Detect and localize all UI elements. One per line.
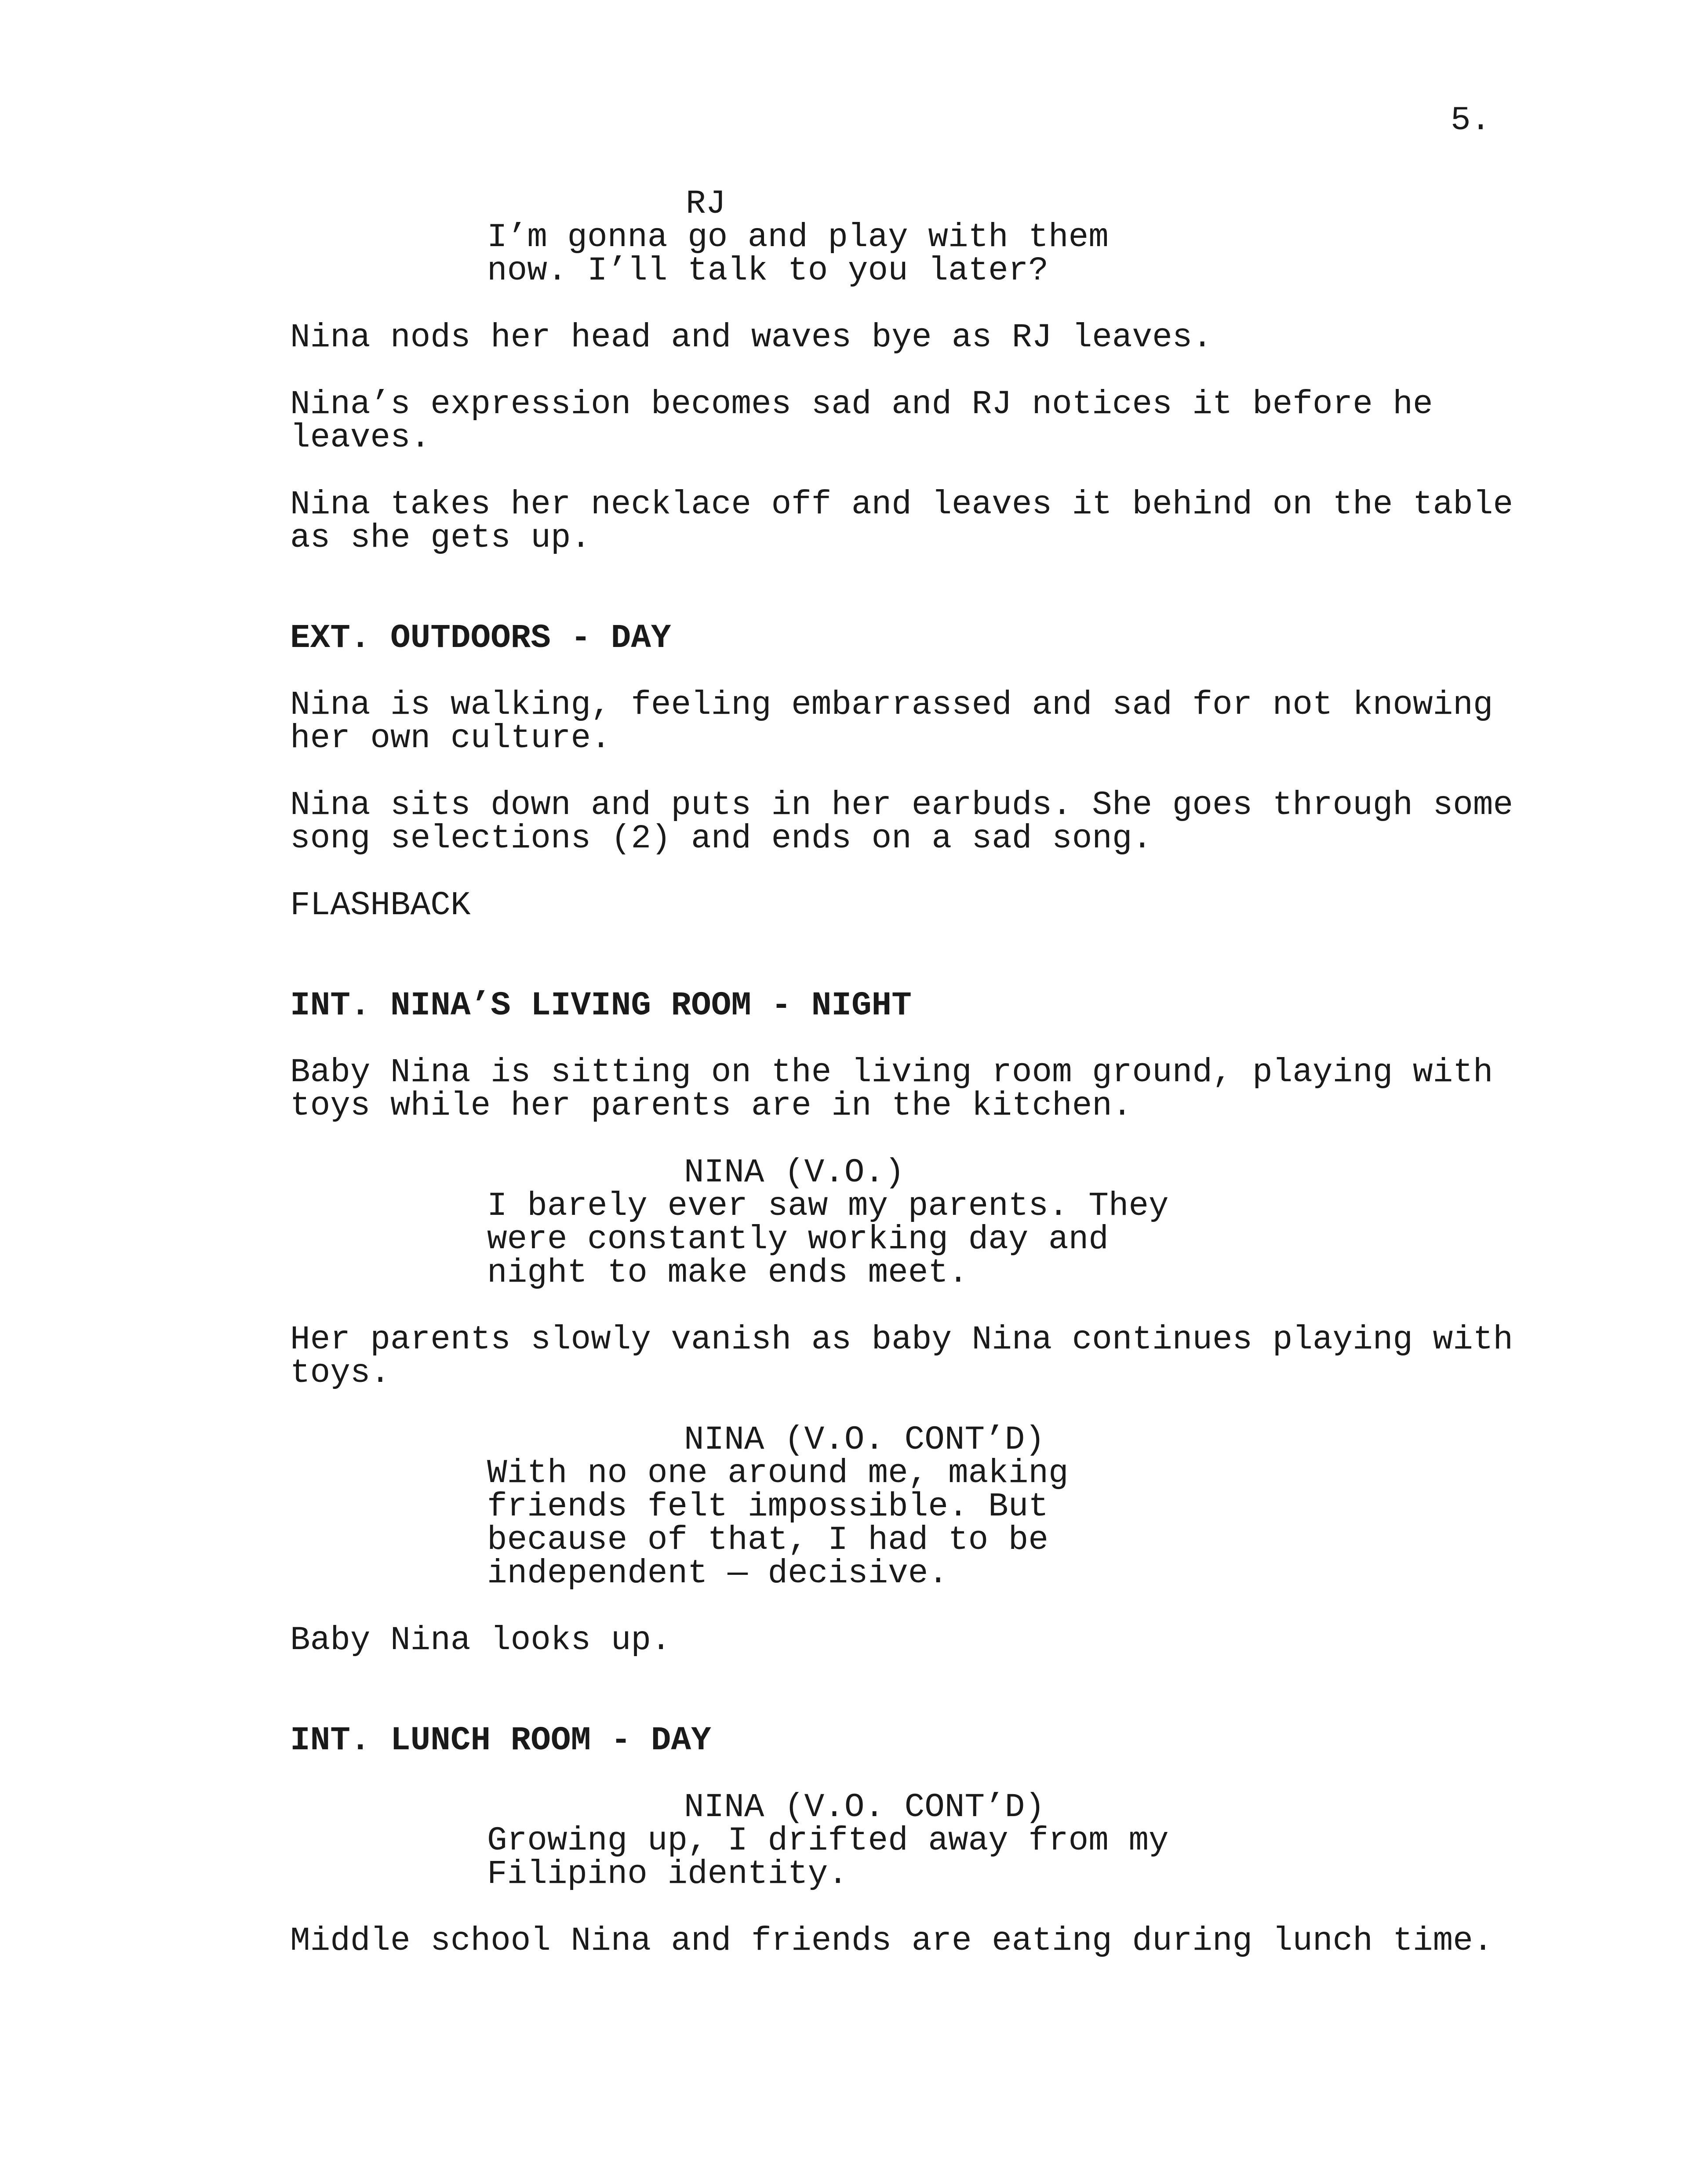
character-name-nina-vo-contd: NINA (V.O. CONT’D) xyxy=(684,1788,1045,1826)
character-name-nina-vo-contd: NINA (V.O. CONT’D) xyxy=(684,1421,1045,1459)
action-line: leaves. xyxy=(290,419,431,457)
action-line: her own culture. xyxy=(290,720,611,757)
scene-heading-ext-outdoors: EXT. OUTDOORS - DAY xyxy=(290,619,671,657)
dialogue-line: Growing up, I drifted away from my xyxy=(487,1822,1169,1860)
dialogue-line: now. I’ll talk to you later? xyxy=(487,252,1049,290)
character-name-rj: RJ xyxy=(686,185,726,223)
dialogue-line: night to make ends meet. xyxy=(487,1254,968,1292)
action-line: Baby Nina looks up. xyxy=(290,1621,671,1659)
page-number: 5. xyxy=(1451,102,1491,139)
action-line: Nina is walking, feeling embarrassed and sad for not knowing xyxy=(290,686,1493,724)
dialogue-line: Filipino identity. xyxy=(487,1855,848,1893)
action-line: Nina’s expression becomes sad and RJ notices it before he xyxy=(290,385,1433,423)
action-line: Her parents slowly vanish as baby Nina continues playing with xyxy=(290,1321,1513,1359)
action-line: song selections (2) and ends on a sad song. xyxy=(290,820,1153,858)
action-line: as she gets up. xyxy=(290,519,591,557)
action-line: Nina takes her necklace off and leaves it behind on the table xyxy=(290,486,1513,523)
transition-flashback: FLASHBACK xyxy=(290,887,471,924)
action-line: Baby Nina is sitting on the living room ground, playing with xyxy=(290,1054,1493,1091)
action-line: Nina sits down and puts in her earbuds. She goes through some xyxy=(290,786,1513,824)
dialogue-line: independent — decisive. xyxy=(487,1555,948,1592)
action-line: Nina nods her head and waves bye as RJ leaves. xyxy=(290,319,1212,356)
dialogue-line: With no one around me, making xyxy=(487,1454,1069,1492)
action-line: Middle school Nina and friends are eating during lunch time. xyxy=(290,1922,1493,1960)
action-line: toys while her parents are in the kitchen. xyxy=(290,1087,1132,1125)
dialogue-line: friends felt impossible. But xyxy=(487,1488,1049,1526)
scene-heading-lunch-room: INT. LUNCH ROOM - DAY xyxy=(290,1722,711,1759)
dialogue-line: I barely ever saw my parents. They xyxy=(487,1187,1169,1225)
dialogue-line: were constantly working day and xyxy=(487,1221,1109,1258)
character-name-nina-vo: NINA (V.O.) xyxy=(684,1154,905,1192)
dialogue-line: I’m gonna go and play with them xyxy=(487,218,1109,256)
action-line: toys. xyxy=(290,1354,391,1392)
dialogue-line: because of that, I had to be xyxy=(487,1521,1049,1559)
scene-heading-living-room: INT. NINA’S LIVING ROOM - NIGHT xyxy=(290,987,912,1025)
